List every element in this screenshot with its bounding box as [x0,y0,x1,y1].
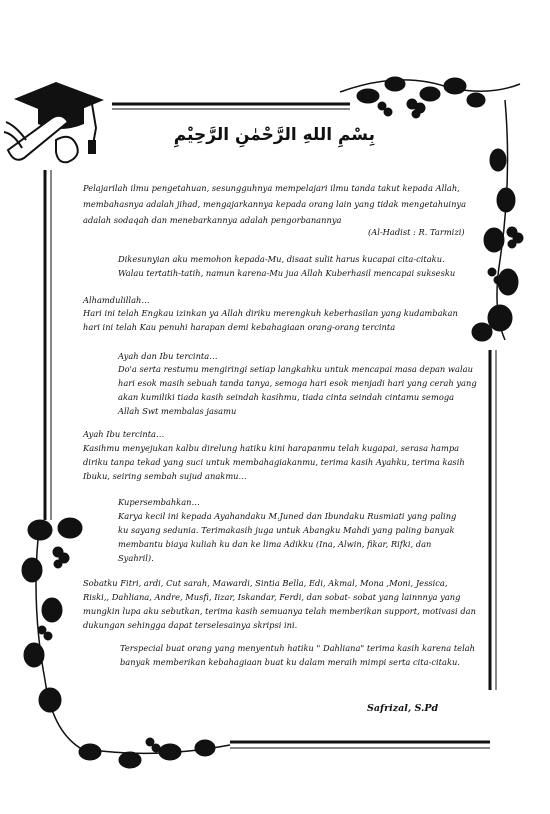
paragraph-line: Ibuku, seiring sembah sujud anakmu… [83,471,247,481]
quote-line: membahasnya adalah jihad, mengajarkannya kepada orang lain yang tidak mengetahuinya [83,199,467,209]
paragraph-line: hari ini telah Kau penuhi harapan demi kebahagiaan orang-orang tercinta [83,322,396,332]
paragraph-line: Terspecial buat orang yang menyentuh hatiku " Dahliana" terima kasih karena telah [120,643,476,653]
paragraph-line: Sobatku Fitri, ardi, Cut sarah, Mawardi, Sintia Bella, Edi, Akmal, Mona ,Moni, Jessica, [83,578,448,588]
paragraph-line: banyak memberikan kebahagiaan buat ku dalam meraih mimpi serta cita-citaku. [120,657,460,667]
paragraph-line: Riski,, Dahliana, Andre, Musfi, Iizar, Iskandar, Ferdi, dan sobat- sobat yang lainnnya yang [83,592,461,602]
paragraph-line: hari esok masih sebuah tanda tanya, semoga hari esok menjadi hari yang cerah yang [118,378,477,388]
paragraph-line: ku sayang sedunia. Terimakasih juga untuk Abangku Mahdi yang paling banyak [118,525,455,535]
paragraph-line: Allah Swt membalas jasamu [118,406,237,416]
quote-source: (Al-Hadist : R. Tarmizi) [368,227,465,237]
section-heading: Kupersembahkan… [118,497,200,507]
section-heading: Ayah dan Ibu tercinta… [118,351,218,361]
paragraph-line: Do'a serta restumu mengiringi setiap langkahku untuk mencapai masa depan walau [118,364,473,374]
prayer-line: Walau tertatih-tatih, namun karena-Mu jua Allah Kuberhasil mencapai suksesku [118,268,456,278]
paragraph-line: membantu biaya kuliah ku dan ke lima Adikku (Ina, Alwin, fikar, Rifki, dan [118,539,432,549]
quote-line: Pelajarilah ilmu pengetahuan, sesungguhnya mempelajari ilmu tanda takut kepada Allah, [83,183,460,193]
top-border-rule [112,104,350,109]
paragraph-line: mungkin lupa aku sebutkan, terima kasih semuanya telah memberikan support, motivasi dan [83,606,476,616]
paragraph-line: Kasihmu menyejukan kalbu direlung hatiku kini harapanmu telah kugapai, serasa hampa [83,443,460,453]
right-border-rule [490,350,496,690]
section-heading: Ayah Ibu tercinta… [83,429,165,439]
paragraph-line: diriku tanpa tekad yang suci untuk membahagiakanmu, terima kasih Ayahku, terima kasih [83,457,465,467]
paragraph-line: Syahril). [118,553,154,563]
paragraph-line: akan kumiliki tiada kasih seindah kasihmu, tiada cinta seindah cintamu semoga [118,392,455,402]
paragraph-line: dukungan sehingga dapat terselesainya skripsi ini. [83,620,298,630]
paragraph-line: Hari ini telah Engkau izinkan ya Allah diriku merengkuh keberhasilan yang kudambakan [83,308,458,318]
signature-name: Safrizal, S.Pd [367,703,439,714]
left-border-rule [45,170,51,520]
quote-line: adalah sodaqah dan menebarkannya adalah pengorbanannya [83,215,342,225]
paragraph-line: Karya kecil ini kepada Ayahandaku M.Juned dan Ibundaku Rusmiati yang paling [118,511,457,521]
prayer-line: Dikesunyian aku memohon kepada-Mu, disaat sulit harus kucapai cita-citaku. [118,254,445,264]
section-heading: Alhamdulillah… [83,295,150,305]
bismillah-heading: بِسْمِ اللهِ الرَّحْمٰنِ الرَّحِيْمِ [173,125,375,145]
bottom-border-rule [230,742,490,748]
